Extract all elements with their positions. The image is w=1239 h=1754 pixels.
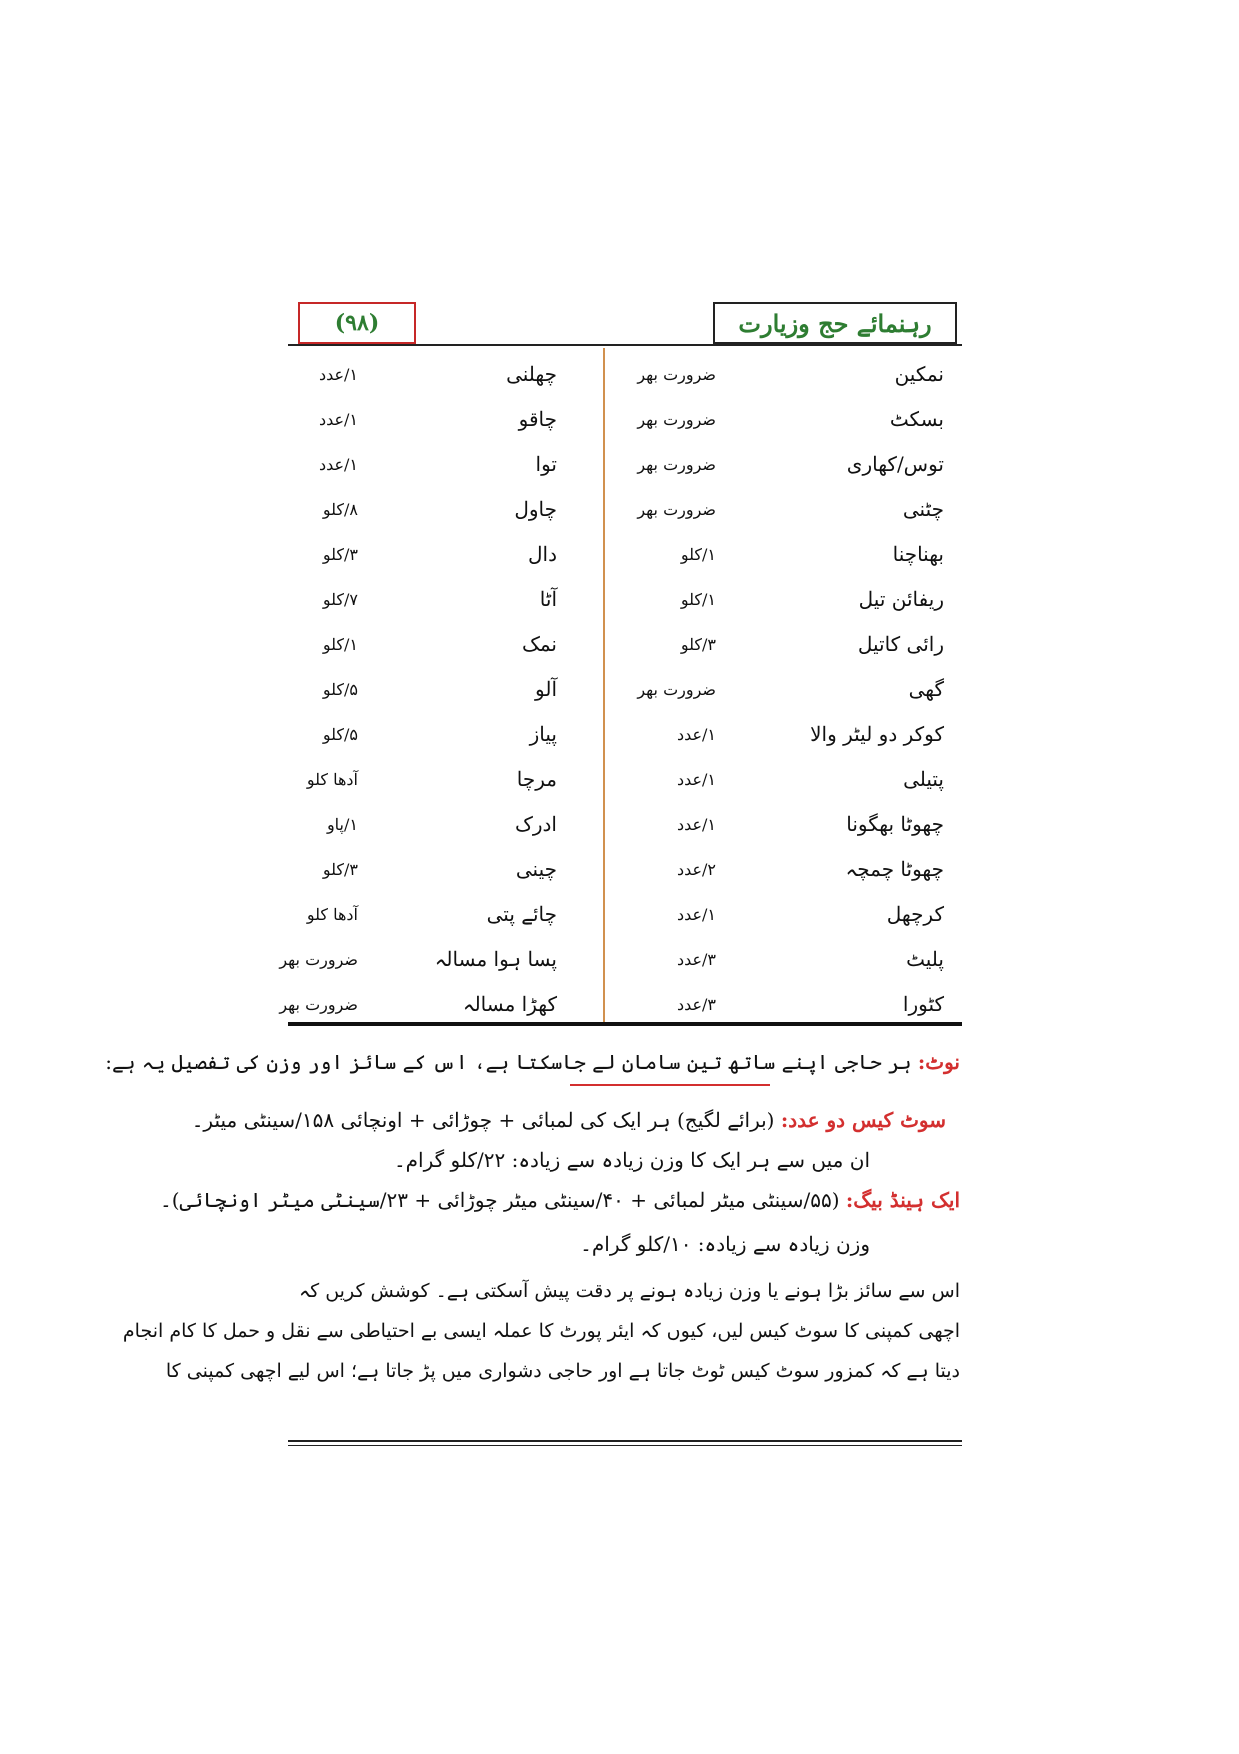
item-name: پلیٹ	[906, 947, 944, 971]
note-underline	[570, 1084, 770, 1086]
table-row	[288, 442, 962, 487]
suitcase-label: سوٹ کیس دو عدد:	[780, 1108, 946, 1132]
item-quantity: ۲/عدد	[676, 860, 716, 879]
item-name: رائی کاتیل	[857, 632, 944, 656]
item-quantity: ۱/عدد	[676, 815, 716, 834]
item-quantity: ۱/عدد	[318, 365, 358, 384]
table-row	[288, 577, 962, 622]
item-name: پتیلی	[903, 767, 944, 791]
handbag-line	[160, 1188, 960, 1212]
item-name: کھڑا مسالہ	[462, 992, 557, 1016]
suitcase-weight: ان میں سے ہر ایک کا وزن زیادہ سے زیادہ: ۲۲/کلو گرام۔	[393, 1148, 870, 1172]
item-name: ریفائن تیل	[858, 587, 944, 611]
item-quantity: ۱/کلو	[680, 590, 716, 609]
item-name: پسا ہوا مسالہ	[434, 947, 557, 971]
item-quantity: ۳/کلو	[322, 545, 358, 564]
handbag-weight: وزن زیادہ سے زیادہ: ۱۰/کلو گرام۔	[580, 1232, 870, 1256]
item-quantity: ضرورت بھر	[637, 680, 716, 699]
suitcase-dimensions: (برائے لگیج) ہر ایک کی لمبائی + چوڑائی + اونچائی ۱۵۸/سینٹی میٹر۔	[191, 1108, 775, 1132]
item-quantity: ۳/کلو	[322, 860, 358, 879]
table-bottom-rule	[288, 1022, 962, 1026]
item-name: چھلنی	[506, 362, 557, 386]
item-quantity: ۱/عدد	[676, 725, 716, 744]
provisions-table	[279, 352, 962, 1027]
item-name: کوکر دو لیٹر والا	[810, 722, 944, 746]
paragraph-line-1: اس سے سائز بڑا ہونے یا وزن زیادہ ہونے پر دقت پیش آسکتی ہے۔ کوشش کریں کہ	[299, 1280, 960, 1302]
item-quantity: آدھا کلو	[306, 905, 358, 924]
item-name: چینی	[515, 857, 557, 881]
item-name: گھی	[908, 677, 944, 701]
item-quantity: ۱/عدد	[676, 770, 716, 789]
item-name: چٹنی	[902, 497, 944, 521]
item-quantity: ۱/کلو	[680, 545, 716, 564]
table-row	[288, 352, 962, 397]
item-name: ادرک	[514, 812, 557, 836]
item-name: بھناچنا	[892, 542, 944, 566]
table-row	[288, 847, 962, 892]
item-name: آلو	[535, 677, 557, 701]
item-name: کرچھل	[886, 902, 944, 926]
item-name: چاول	[514, 497, 557, 521]
item-name: چاقو	[518, 407, 557, 431]
table-row	[288, 532, 962, 577]
header-rule	[288, 344, 962, 346]
item-name: مرچا	[516, 767, 557, 791]
suitcase-line	[191, 1108, 946, 1132]
item-name: نمک	[521, 632, 557, 656]
table-row	[288, 712, 962, 757]
item-name: چائے پتی	[486, 902, 557, 926]
item-quantity: ۷/کلو	[322, 590, 358, 609]
handbag-dimensions: (۵۵/سینٹی میٹر لمبائی + ۴۰/سینٹی میٹر چوڑائی + ۲۳/سینٹی میٹر اونچائی)۔	[160, 1188, 840, 1212]
item-quantity: ضرورت بھر	[279, 950, 358, 969]
table-row	[288, 757, 962, 802]
table-row	[279, 937, 962, 982]
item-quantity: ضرورت بھر	[279, 995, 358, 1014]
item-name: پیاز	[529, 722, 557, 746]
footer-rule	[288, 1440, 962, 1442]
item-name: چھوٹا بھگونا	[846, 812, 944, 836]
footer-rule-thin	[288, 1445, 962, 1446]
item-quantity: ۱/عدد	[676, 905, 716, 924]
table-row	[288, 397, 962, 442]
item-name: دال	[528, 542, 557, 566]
item-name: کٹورا	[902, 992, 944, 1016]
item-quantity: ضرورت بھر	[637, 410, 716, 429]
item-name: چھوٹا چمچہ	[845, 857, 944, 881]
item-quantity: ۵/کلو	[322, 725, 358, 744]
item-quantity: ۳/عدد	[676, 950, 716, 969]
paragraph-line-2: اچھی کمپنی کا سوٹ کیس لیں، کیوں کہ ایئر پورٹ کا عملہ ایسی بے احتیاطی سے نقل و حمل کا کام انجام	[122, 1320, 960, 1342]
table-row	[279, 982, 962, 1027]
book-title-box	[713, 302, 957, 344]
item-quantity: آدھا کلو	[306, 770, 358, 789]
item-name: توا	[535, 452, 557, 476]
note-label: نوٹ:	[917, 1050, 960, 1074]
note-text: ہر حاجی اپنے ساتھ تین سامان لے جاسکتا ہے، اس کے سائز اور وزن کی تفصیل یہ ہے:	[105, 1050, 912, 1074]
page-number: (٩٨)	[334, 310, 380, 336]
table-row	[288, 802, 962, 847]
item-name: آٹا	[539, 587, 557, 611]
item-quantity: ضرورت بھر	[637, 500, 716, 519]
item-name: نمکین	[894, 362, 944, 386]
note-line	[105, 1050, 960, 1074]
handbag-label: ایک ہینڈ بیگ:	[845, 1188, 960, 1212]
item-quantity: ۱/پاو	[326, 815, 358, 834]
item-name: بسکٹ	[889, 407, 944, 431]
item-quantity: ضرورت بھر	[637, 365, 716, 384]
item-name: توس/کھاری	[846, 452, 944, 476]
book-title: رہنمائے حج وزیارت	[738, 308, 932, 338]
item-quantity: ضرورت بھر	[637, 455, 716, 474]
item-quantity: ۵/کلو	[322, 680, 358, 699]
item-quantity: ۱/عدد	[318, 410, 358, 429]
item-quantity: ۱/عدد	[318, 455, 358, 474]
table-row	[288, 667, 962, 712]
item-quantity: ۱/کلو	[322, 635, 358, 654]
table-row	[288, 487, 962, 532]
paragraph-line-3: دیتا ہے کہ کمزور سوٹ کیس ٹوٹ جاتا ہے اور حاجی دشواری میں پڑ جاتا ہے؛ اس لیے اچھی کمپنی کا	[165, 1360, 960, 1382]
item-quantity: ۳/عدد	[676, 995, 716, 1014]
table-row	[288, 622, 962, 667]
page-number-box	[298, 302, 416, 344]
item-quantity: ۳/کلو	[680, 635, 716, 654]
table-row	[288, 892, 962, 937]
item-quantity: ۸/کلو	[322, 500, 358, 519]
